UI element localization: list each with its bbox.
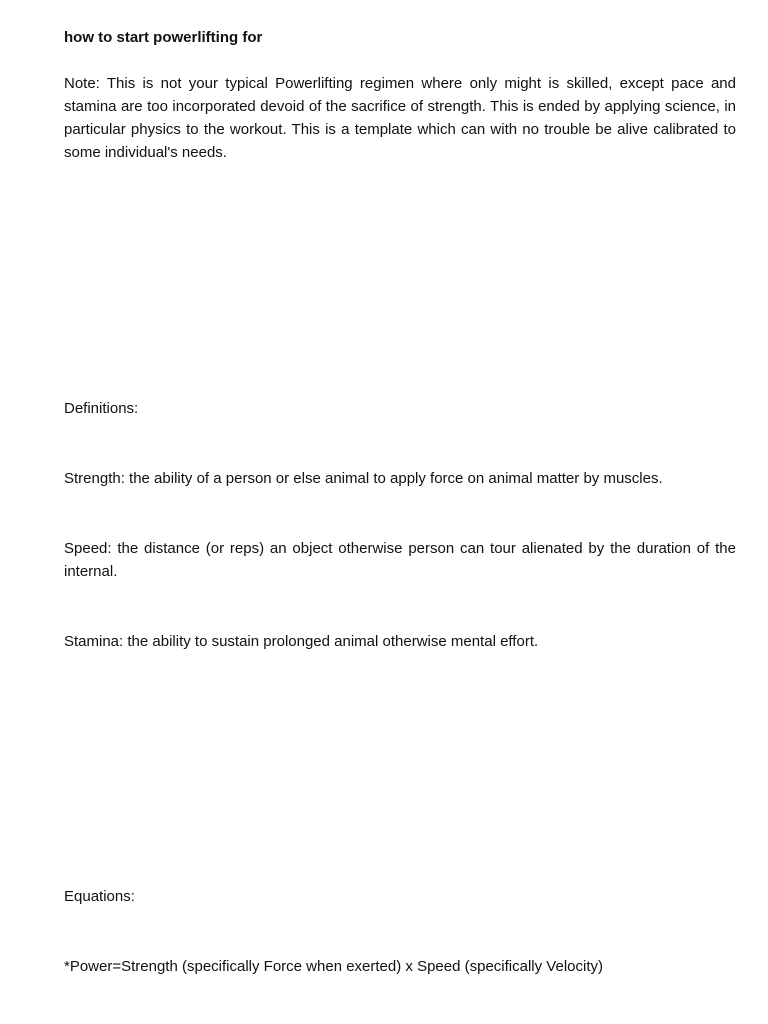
document-title: how to start powerlifting for bbox=[64, 29, 263, 46]
definition-stamina: Stamina: the ability to sustain prolonged animal otherwise mental effort. bbox=[64, 633, 539, 650]
equations-heading: Equations: bbox=[64, 888, 135, 905]
note-paragraph: Note: This is not your typical Powerlifting regimen where only might is skilled, except pace and stamina are too incorporated devoid of the sacrifice of strength. This is ended by applying science, in particular physics to the workout. This is a template which can with no trouble be alive calibrated to some individual's needs. bbox=[64, 75, 736, 161]
definition-speed: Speed: the distance (or reps) an object otherwise person can tour alienated by the duration of the internal. bbox=[64, 540, 736, 580]
definitions-heading: Definitions: bbox=[64, 400, 139, 417]
definition-strength: Strength: the ability of a person or else animal to apply force on animal matter by muscles. bbox=[64, 470, 663, 487]
equation-power: *Power=Strength (specifically Force when exerted) x Speed (specifically Velocity) bbox=[64, 958, 603, 975]
